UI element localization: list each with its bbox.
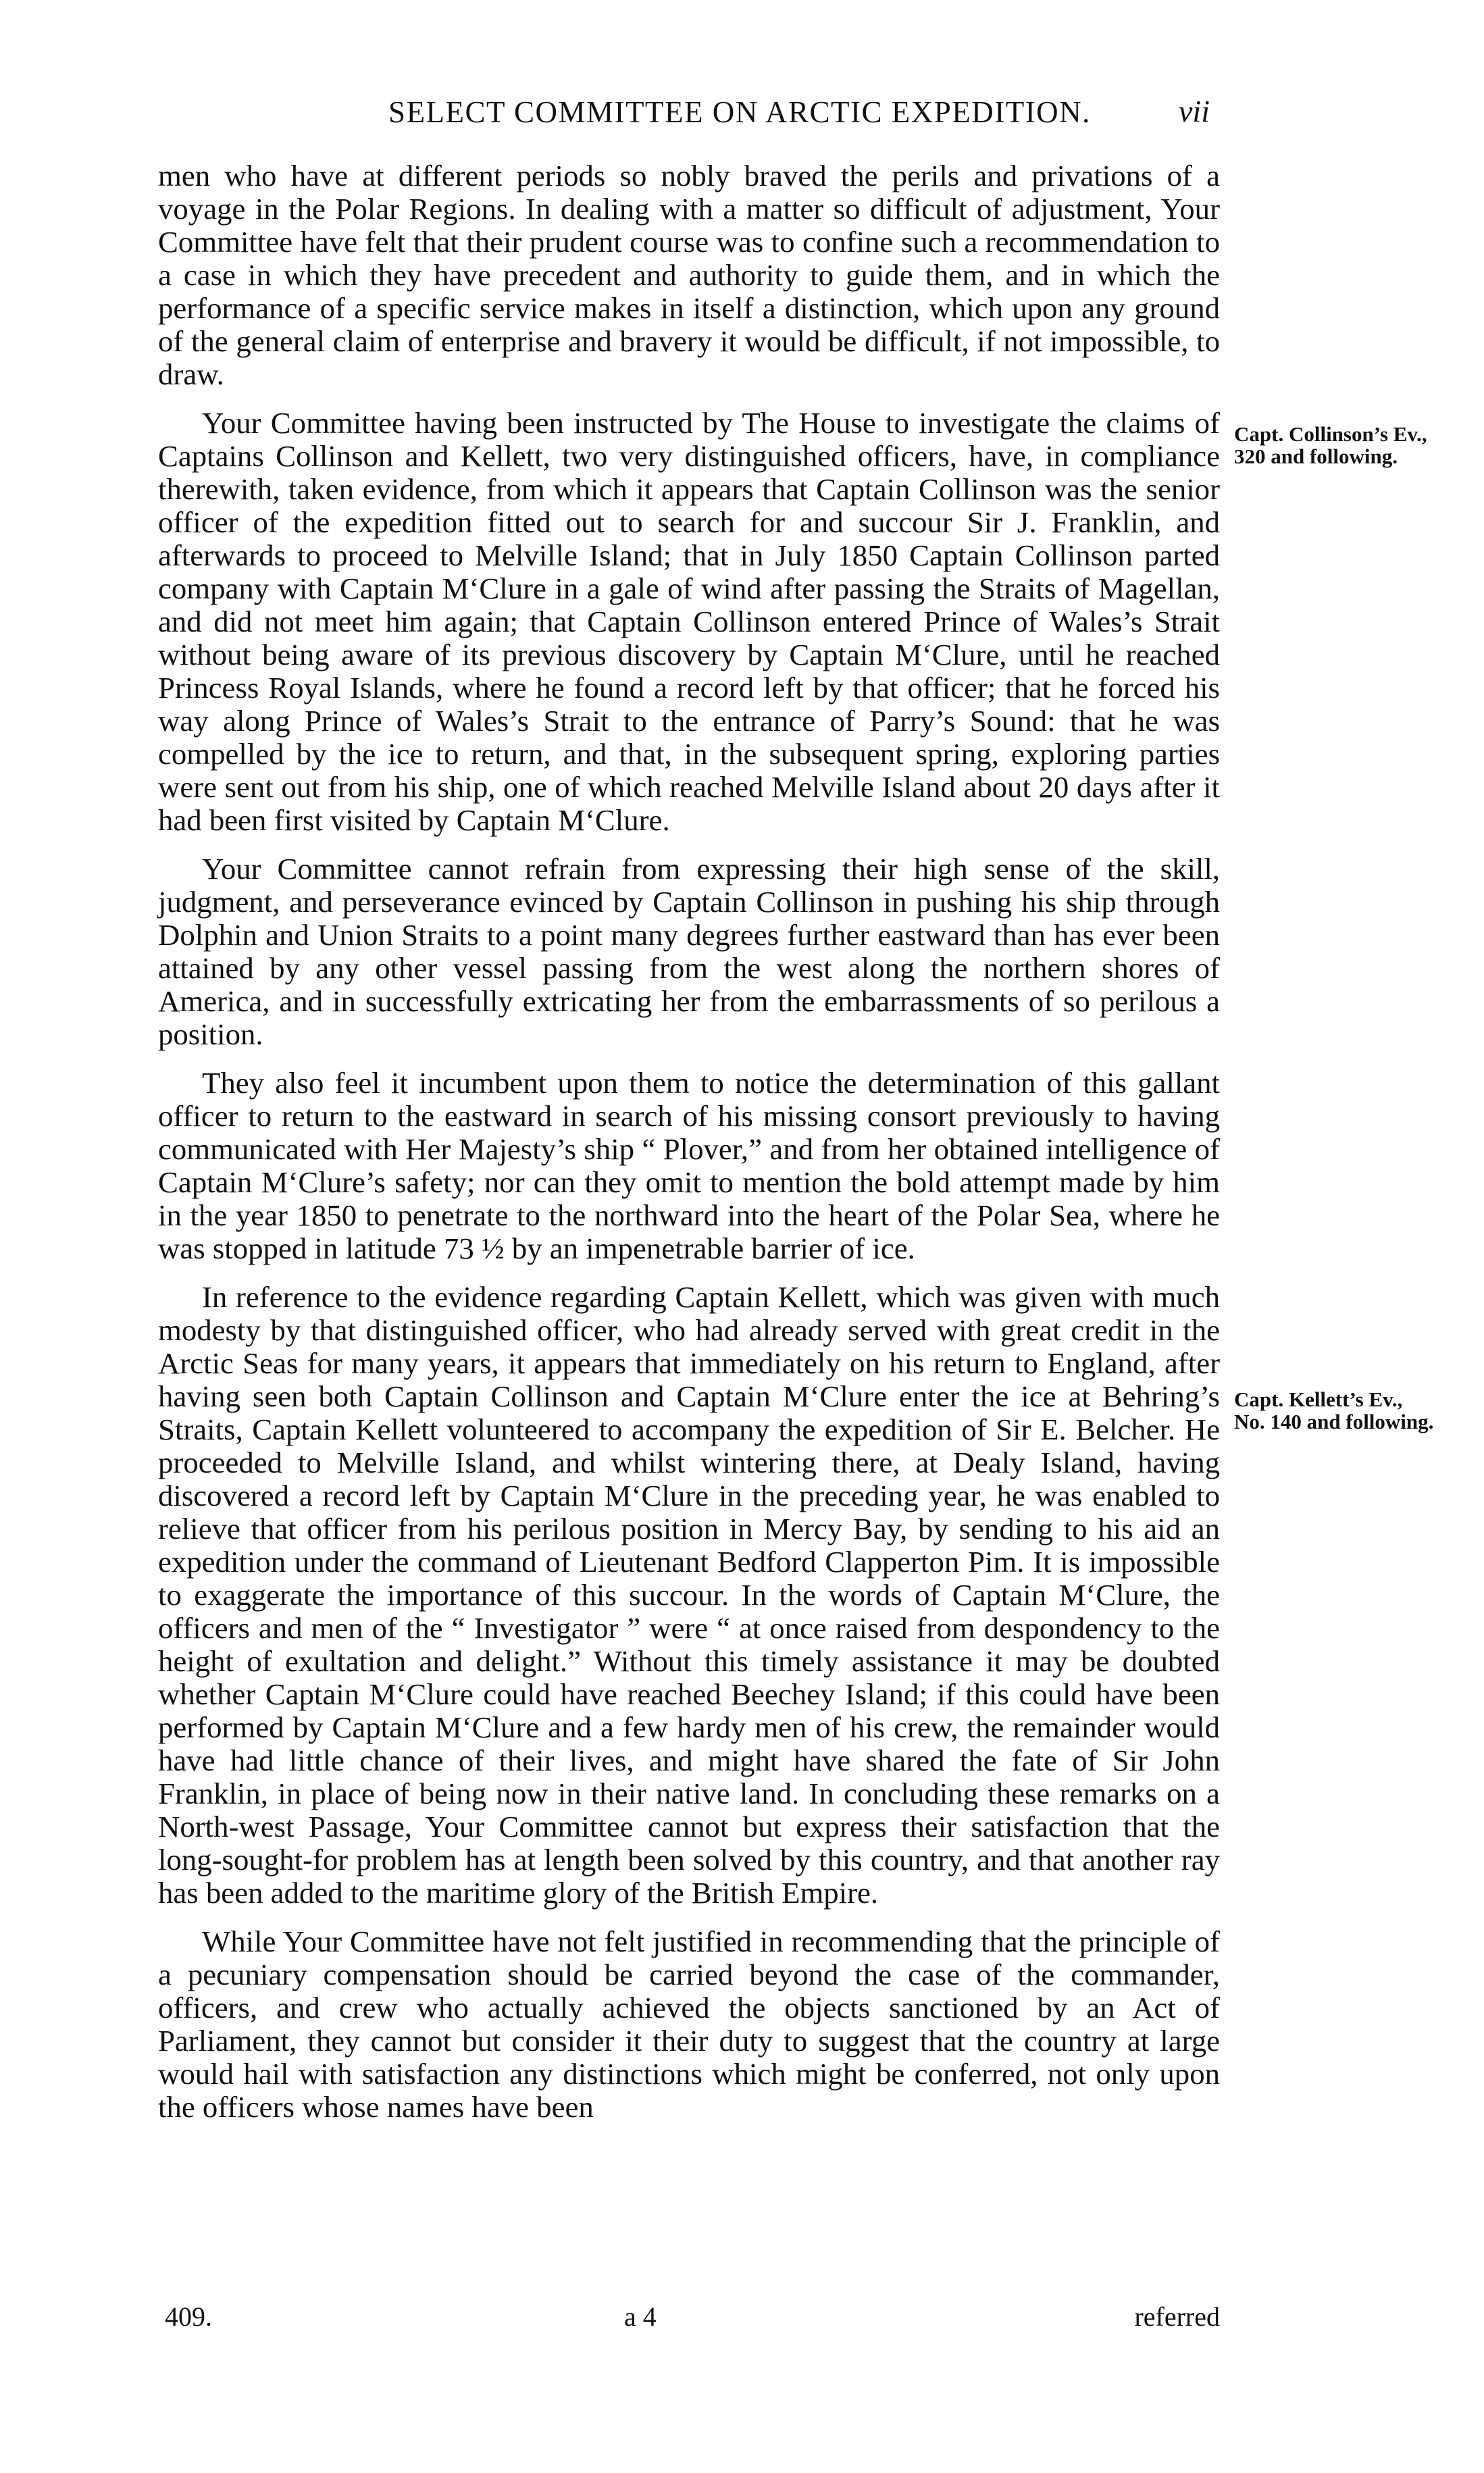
signature-mark: a 4 (624, 2301, 657, 2332)
running-title: SELECT COMMITTEE ON ARCTIC EXPEDITION. (388, 95, 1091, 129)
page-footer (158, 2301, 1220, 2339)
paragraph: They also feel it incumbent upon them to notice the determination of this gallant officer to return to the eastward in search of his missing consort previously to having communicated with Her Majesty’s ship “ Plover,” and from her obtained intelligence of Captain M‘Clure’s safety; nor can they omit to mention the bold attempt made by him in the year 1850 to penetrate to the northward into the heart of the Polar Sea, where he was stopped in latitude 73 ½ by an impenetrable barrier of ice. (158, 1066, 1220, 1265)
paragraph: In reference to the evidence regarding Captain Kellett, which was given with much modesty by that distinguished officer, who had already served with great credit in the Arctic Seas for many years, it appears that immediately on his return to England, after having seen both Captain Collinson and Captain M‘Clure enter the ice at Behring’s Straits, Captain Kellett volunteered to accompany the expedition of Sir E. Belcher. He proceeded to Melville Island, and whilst wintering there, at Dealy Island, having discovered a record left by Captain M‘Clure in the preceding year, he was enabled to relieve that officer from his perilous position in Mercy Bay, by sending to his aid an expedition under the command of Lieutenant Bedford Clapperton Pim. It is impossible to exaggerate the importance of this succour. In the words of Captain M‘Clure, the officers and men of the “ Investigator ” were “ at once raised from despondency to the height of exultation and delight.” Without this timely assistance it may be doubted whether Captain M‘Clure could have reached Beechey Island; if this could have been performed by Captain M‘Clure and a few hardy men of his crew, the remainder would have had little chance of their lives, and might have shared the fate of Sir John Franklin, in place of being now in their native land. In concluding these remarks on a North-west Passage, Your Committee cannot but express their satisfaction that the long-sought-for problem has at length been solved by this country, and that another ray has been added to the maritime glory of the British Empire. (158, 1280, 1220, 1910)
margin-note: Capt. Collinson’s Ev., 320 and following. (1234, 422, 1427, 468)
margin-note: Capt. Kellett’s Ev., No. 140 and following. (1234, 1387, 1434, 1433)
signature-number: 409. (165, 2301, 212, 2332)
paragraph: While Your Committee have not felt justified in recommending that the principle of a pecuniary compensation should be carried beyond the case of the commander, officers, and crew who actually achieved the objects sanctioned by an Act of Parliament, they cannot but consider it their duty to suggest that the country at large would hail with satisfaction any distinctions which might be conferred, not only upon the officers whose names have been (158, 1924, 1220, 2124)
body-text (158, 159, 1220, 2139)
paragraph: Your Committee having been instructed by The House to investigate the claims of Captains Collinson and Kellett, two very distinguished officers, have, in compliance therewith, taken evidence, from which it appears that Captain Collinson was the senior officer of the expedition fitted out to search for and succour Sir J. Franklin, and afterwards to proceed to Melville Island; that in July 1850 Captain Collinson parted company with Captain M‘Clure in a gale of wind after passing the Straits of Magellan, and did not meet him again; that Captain Collinson entered Prince of Wales’s Strait without being aware of its previous discovery by Captain M‘Clure, until he reached Princess Royal Islands, where he found a record left by that officer; that he forced his way along Prince of Wales’s Strait to the entrance of Parry’s Sound: that he was compelled by the ice to return, and that, in the subsequent spring, exploring parties were sent out from his ship, one of which reached Melville Island about 20 days after it had been first visited by Captain M‘Clure. (158, 406, 1220, 837)
paragraph: Your Committee cannot refrain from expressing their high sense of the skill, judgment, and perseverance evinced by Captain Collinson in pushing his ship through Dolphin and Union Straits to a point many degrees further eastward than has ever been attained by any other vessel passing from the west along the northern shores of America, and in successfully extricating her from the embarrassments of so perilous a position. (158, 852, 1220, 1051)
page-number: vii (1179, 94, 1210, 128)
catchword: referred (1134, 2301, 1220, 2332)
paragraph: men who have at different periods so nobly braved the perils and privations of a voyage in the Polar Regions. In dealing with a matter so difficult of adjustment, Your Committee have felt that their prudent course was to confine such a recommendation to a case in which they have precedent and authority to guide them, and in which the performance of a specific service makes in itself a distinction, which upon any ground of the general claim of enterprise and bravery it would be difficult, if not impossible, to draw. (158, 159, 1220, 391)
